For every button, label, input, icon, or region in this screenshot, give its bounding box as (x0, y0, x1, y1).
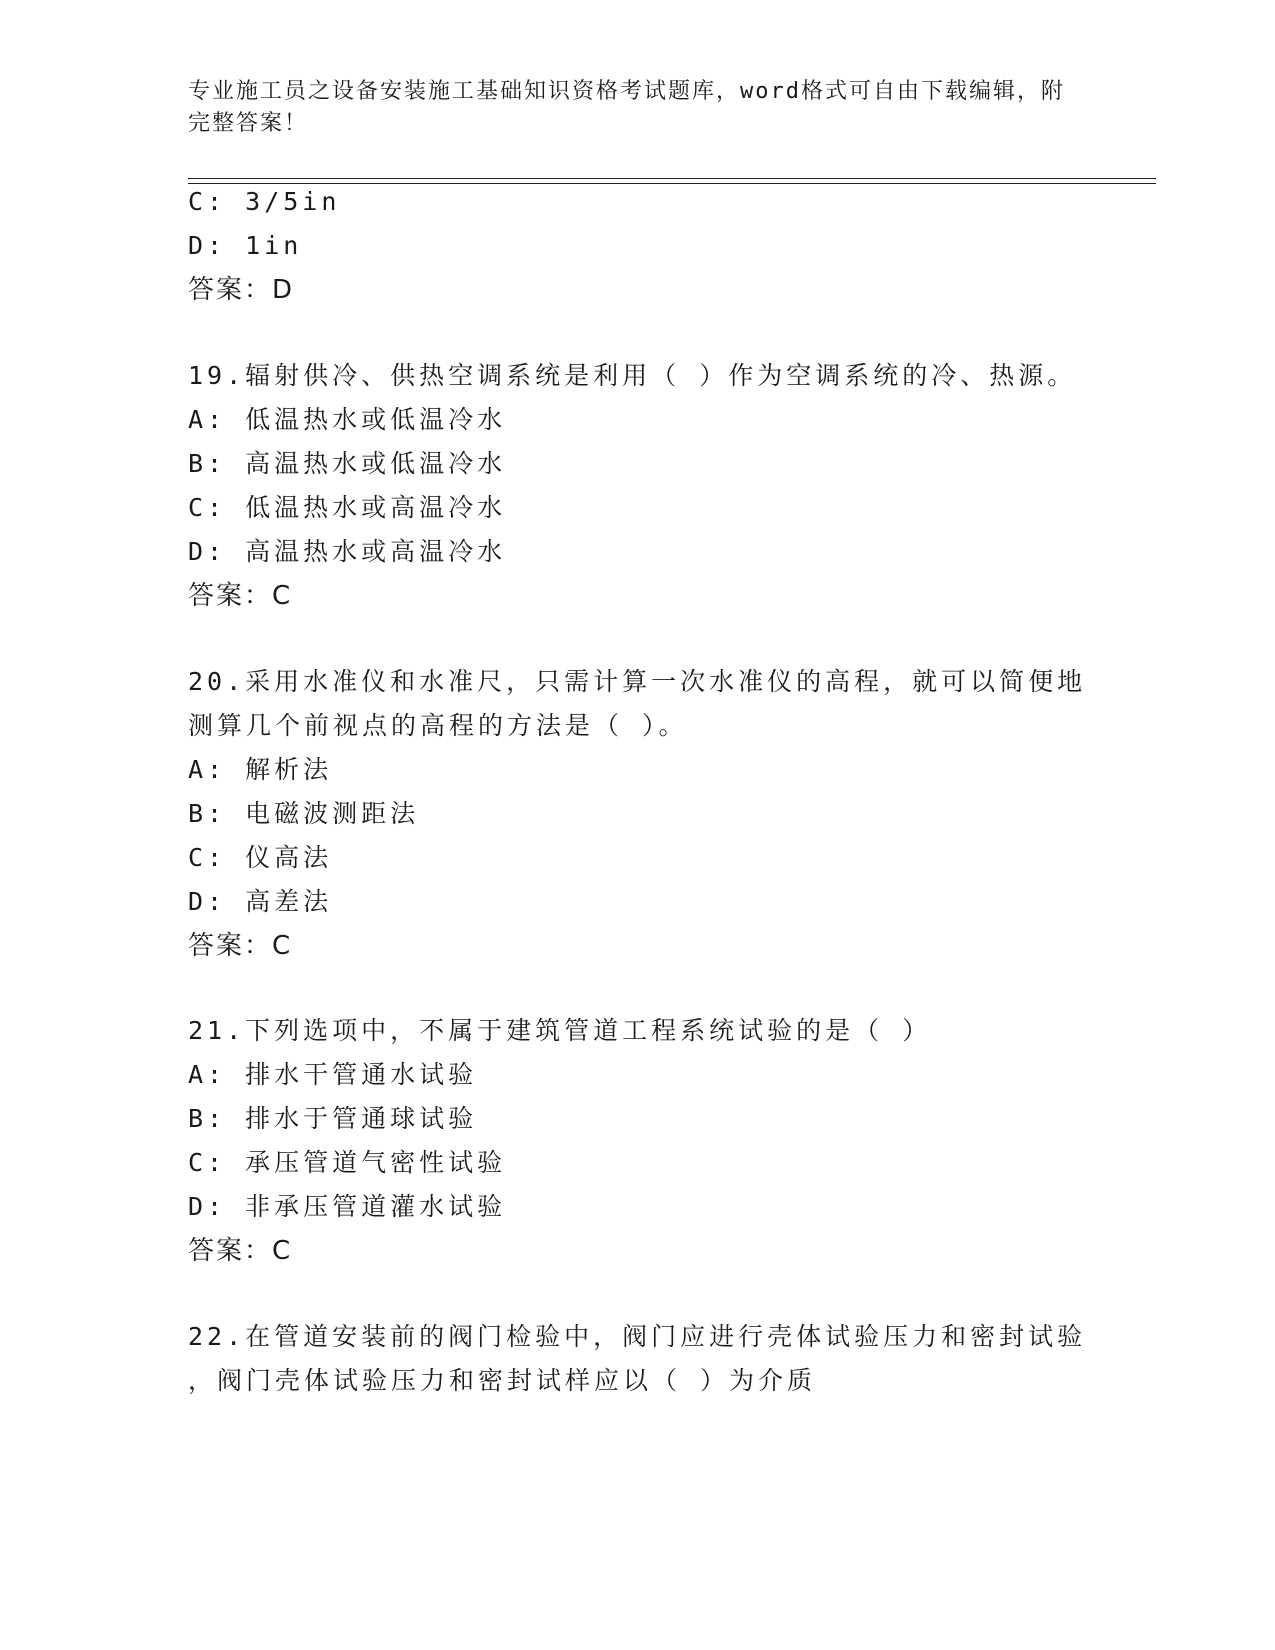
header-rule-bottom (188, 183, 1156, 184)
question-stem-cont: 测算几个前视点的高程的方法是（ ）。 (188, 711, 688, 740)
option-c: C: 3/5in (188, 187, 341, 216)
option-c: C: 低温热水或高温冷水 (188, 493, 507, 522)
option-d: D: 高温热水或高温冷水 (188, 537, 507, 566)
document-header: 专业施工员之设备安装施工基础知识资格考试题库，word格式可自由下载编辑，附完整答案！ (188, 79, 1065, 136)
option-d: D: 非承压管道灌水试验 (188, 1192, 507, 1221)
header-rule-top (188, 178, 1156, 179)
option-a: A: 解析法 (188, 755, 333, 784)
option-c: C: 仪高法 (188, 843, 333, 872)
option-b: B: 排水于管通球试验 (188, 1104, 478, 1133)
option-a: A: 低温热水或低温冷水 (188, 405, 507, 434)
option-d: D: 1in (188, 231, 303, 260)
question-stem: 21.下列选项中，不属于建筑管道工程系统试验的是（ ） (188, 1016, 932, 1045)
option-d: D: 高差法 (188, 887, 333, 916)
answer: 答案：C (188, 581, 293, 611)
question-stem: 19.辐射供冷、供热空调系统是利用（ ）作为空调系统的冷、热源。 (188, 361, 1077, 390)
question-stem-cont: ，阀门壳体试验压力和密封试样应以（ ）为介质 (188, 1366, 817, 1395)
option-b: B: 电磁波测距法 (188, 799, 420, 828)
answer: 答案：D (188, 275, 295, 305)
question-stem: 22.在管道安装前的阀门检验中，阀门应进行壳体试验压力和密封试验 (188, 1322, 1087, 1351)
answer: 答案：C (188, 1236, 293, 1266)
question-stem: 20.采用水准仪和水准尺，只需计算一次水准仪的高程，就可以简便地 (188, 667, 1087, 696)
option-c: C: 承压管道气密性试验 (188, 1148, 507, 1177)
option-a: A: 排水干管通水试验 (188, 1060, 478, 1089)
answer: 答案：C (188, 931, 293, 961)
option-b: B: 高温热水或低温冷水 (188, 449, 507, 478)
